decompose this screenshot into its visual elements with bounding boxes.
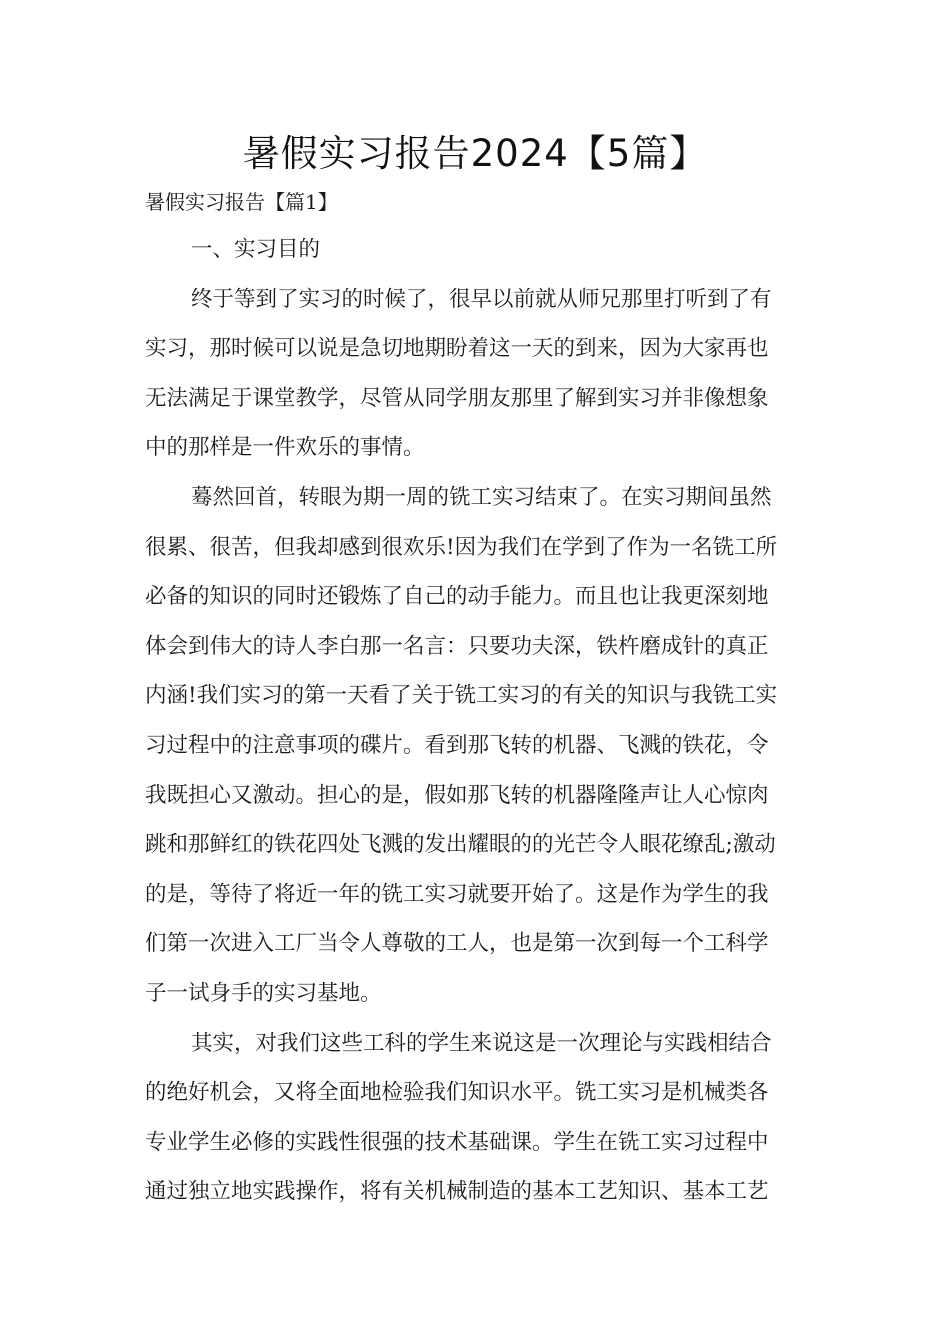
text-line: 内涵!我们实习的第一天看了关于铣工实习的有关的知识与我铣工实: [145, 683, 778, 709]
text-line: 的绝好机会，又将全面地检验我们知识水平。铣工实习是机械类各: [145, 1080, 769, 1106]
text-line: 中的那样是一件欢乐的事情。: [145, 435, 425, 461]
text-line: 子一试身手的实习基地。: [145, 980, 382, 1006]
text-line: 跳和那鲜红的铁花四处飞溅的发出耀眼的的光芒令人眼花缭乱;激动: [145, 832, 776, 858]
text-line: 通过独立地实践操作，将有关机械制造的基本工艺知识、基本工艺: [145, 1179, 769, 1205]
text-line: 无法满足于课堂教学，尽管从同学朋友那里了解到实习并非像想象: [145, 385, 769, 411]
text-line: 的是，等待了将近一年的铣工实习就要开始了。这是作为学生的我: [145, 881, 769, 907]
text-line: 必备的知识的同时还锻炼了自己的动手能力。而且也让我更深刻地: [145, 584, 769, 610]
text-line: 习过程中的注意事项的碟片。看到那飞转的机器、飞溅的铁花，令: [145, 732, 769, 758]
text-line: 一、实习目的: [191, 237, 321, 262]
text-line: 体会到伟大的诗人李白那一名言：只要功夫深，铁杵磨成针的真正: [145, 633, 769, 659]
document-title: 暑假实习报告2024【5篇】: [242, 132, 708, 175]
body-text: [145, 232, 810, 1224]
text-line: 其实，对我们这些工科的学生来说这是一次理论与实践相结合: [191, 1030, 772, 1056]
text-line: 们第一次进入工厂当令人尊敬的工人，也是第一次到每一个工科学: [145, 931, 769, 957]
section-heading: 暑假实习报告【篇1】: [145, 190, 338, 214]
text-line: 实习，那时候可以说是急切地期盼着这一天的到来，因为大家再也: [145, 336, 769, 362]
text-line: 终于等到了实习的时候了，很早以前就从师兄那里打听到了有: [191, 286, 772, 312]
text-line: 专业学生必修的实践性很强的技术基础课。学生在铣工实习过程中: [145, 1129, 769, 1155]
text-line: 很累、很苦，但我却感到很欢乐!因为我们在学到了作为一名铣工所: [145, 534, 778, 560]
text-line: 我既担心又激动。担心的是，假如那飞转的机器隆隆声让人心惊肉: [145, 782, 769, 808]
text-line: 蓦然回首，转眼为期一周的铣工实习结束了。在实习期间虽然: [191, 484, 772, 510]
